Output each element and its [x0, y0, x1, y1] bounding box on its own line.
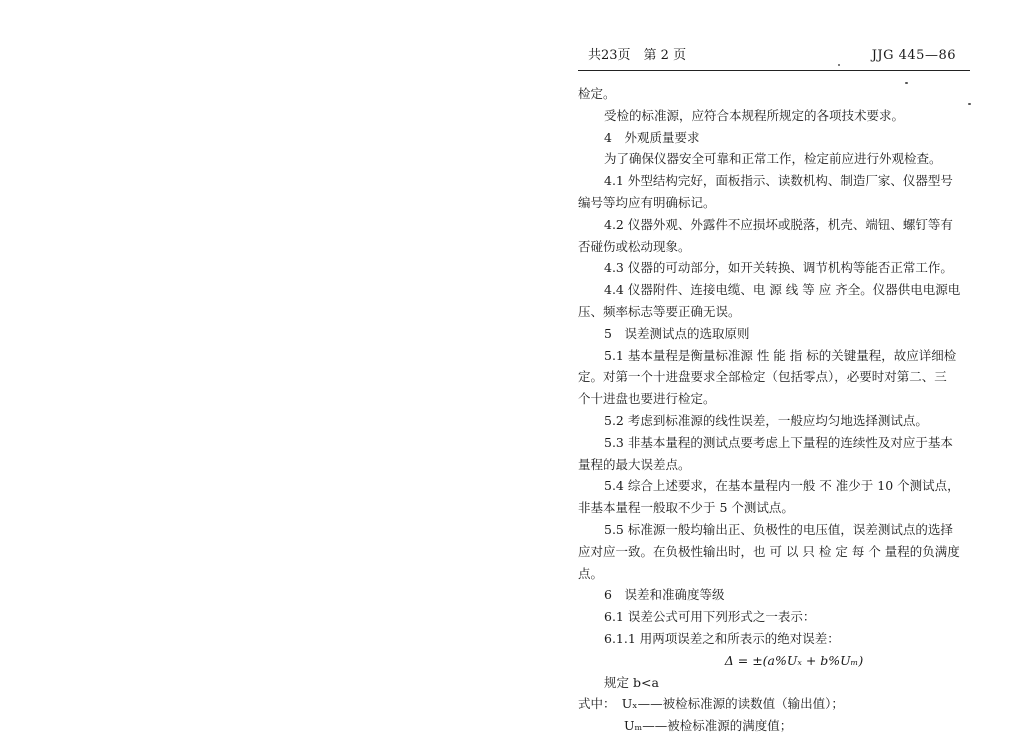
text-line: 压、频率标志等要正确无误。	[578, 303, 741, 319]
text-line: 4 外观质量要求	[604, 129, 700, 145]
text-line: 6 误差和准确度等级	[604, 587, 725, 603]
text-line: 6.1 误差公式可用下列形式之一表示：	[604, 609, 816, 625]
text-line: Δ = ±(a%Uₓ + b%Uₘ)	[724, 652, 864, 668]
body-text	[578, 83, 970, 737]
text-line: 4.4 仪器附件、连接电缆、电 源 线 等 应 齐全。仪器供电电源电	[604, 282, 961, 298]
text-line: 为了确保仪器安全可靠和正常工作，检定前应进行外观检查。	[604, 151, 942, 167]
text-line: 5.5 标准源一般均输出正、负极性的电压值，误差测试点的选择	[604, 521, 953, 537]
text-line: 量程的最大误差点。	[578, 456, 691, 472]
scan-speck	[838, 64, 840, 66]
text-line: 点。	[578, 565, 604, 581]
text-line: 个十进盘也要进行检定。	[578, 391, 716, 407]
document-page	[578, 40, 970, 734]
text-line: 应对应一致。在负极性输出时，也 可 以 只 检 定 每 个 量程的负满度	[578, 543, 960, 559]
scan-speck	[905, 82, 908, 84]
scan-speck	[968, 103, 971, 105]
text-line: 否碰伤或松动现象。	[578, 238, 691, 254]
text-line: 4.3 仪器的可动部分，如开关转换、调节机构等能否正常工作。	[604, 260, 953, 276]
text-line: 编号等均应有明确标记。	[578, 194, 716, 210]
text-line: 5.2 考虑到标准源的线性误差，一般应均匀地选择测试点。	[604, 412, 928, 428]
text-line: 受检的标准源，应符合本规程所规定的各项技术要求。	[604, 107, 905, 123]
text-line: 4.2 仪器外观、外露件不应损坏或脱落，机壳、端钮、螺钉等有	[604, 216, 953, 232]
page-count: 共23页 第 2 页	[588, 48, 687, 63]
text-line: 非基本量程一般取不少于 5 个测试点。	[578, 500, 794, 516]
text-line: 4.1 外型结构完好，面板指示、读数机构、制造厂家、仪器型号	[604, 173, 953, 189]
text-line: 检定。	[578, 86, 616, 101]
text-line: 5 误差测试点的选取原则	[604, 325, 750, 341]
text-line: 5.3 非基本量程的测试点要考虑上下量程的连续性及对应于基本	[604, 434, 953, 450]
text-line: 式中： Uₓ——被检标准源的读数值（输出值）；	[578, 696, 844, 712]
text-line: 5.4 综合上述要求，在基本量程内一般 不 准少于 10 个测试点，	[604, 478, 960, 494]
text-line: 定。对第一个十进盘要求全部检定（包括零点），必要时对第二、三	[578, 369, 947, 385]
text-line: 6.1.1 用两项误差之和所表示的绝对误差：	[604, 630, 840, 646]
page-header	[578, 40, 970, 71]
text-line: 规定 b<a	[604, 674, 659, 690]
text-line: Uₘ——被检标准源的满度值；	[624, 718, 793, 734]
standard-number: JJG 445—86	[871, 48, 956, 63]
text-line: 5.1 基本量程是衡量标准源 性 能 指 标的关键量程，故应详细检	[604, 347, 957, 363]
